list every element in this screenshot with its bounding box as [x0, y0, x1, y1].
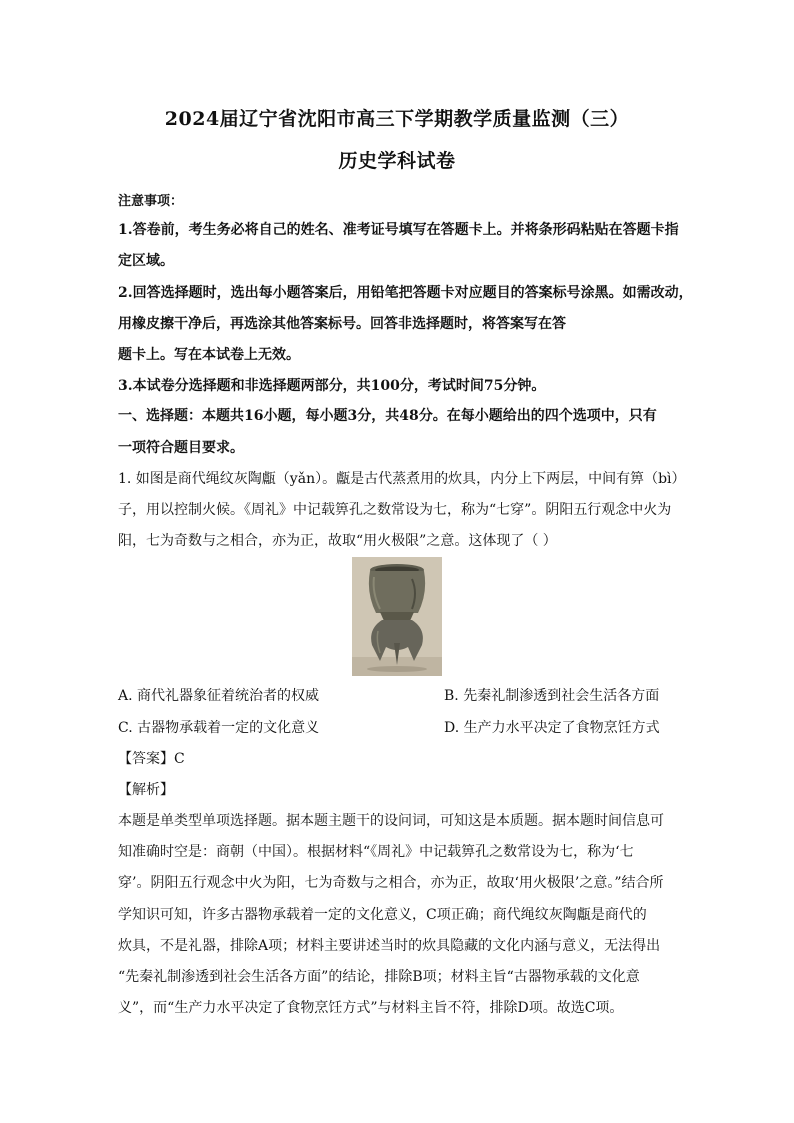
option-b: B. 先秦礼制渗透到社会生活各方面 [444, 688, 660, 704]
pottery-yan-image [352, 557, 442, 676]
analysis-heading: 【解析】 [118, 782, 174, 798]
page-title: 2024届辽宁省沈阳市高三下学期教学质量监测（三） [164, 108, 630, 130]
section-heading-cont: 一项符合题目要求。 [118, 440, 244, 456]
analysis-line: 穿’。阴阳五行观念中火为阳，七为奇数与之相合，亦为正，故取‘用火极限’之意。”结合所 [118, 875, 664, 891]
analysis-line: 义”，而“生产力水平决定了食物烹饪方式”与材料主旨不符，排除D项。故选C项。 [118, 1000, 624, 1016]
analysis-line: 学知识可知，许多古器物承载着一定的文化意义，C项正确；商代绳纹灰陶甗是商代的 [118, 907, 647, 923]
question-stem: 阳，七为奇数与之相合，亦为正，故取“用火极限”之意。这体现了（ ） [118, 533, 557, 549]
notice-line: 3.本试卷分选择题和非选择题两部分，共100分，考试时间75分钟。 [118, 378, 546, 394]
analysis-line: 本题是单类型单项选择题。据本题主题干的设问词，可知这是本质题。据本题时间信息可 [118, 813, 664, 829]
question-stem: 1. 如图是商代绳纹灰陶甗（yǎn）。甗是古代蒸煮用的炊具，内分上下两层，中间有箅（bì） [118, 471, 686, 487]
option-c: C. 古器物承载着一定的文化意义 [118, 720, 320, 736]
notice-heading: 注意事项： [118, 194, 184, 209]
notice-line: 题卡上。写在本试卷上无效。 [118, 347, 300, 363]
option-a: A. 商代礼器象征着统治者的权威 [118, 688, 320, 704]
notice-line: 1.答卷前，考生务必将自己的姓名、准考证号填写在答题卡上。并将条形码粘贴在答题卡指 [118, 222, 679, 238]
question-stem: 子，用以控制火候。《周礼》中记载箅孔之数常设为七，称为“七穿”。阴阳五行观念中火为 [118, 502, 672, 518]
analysis-line: 炊具，不是礼器，排除A项；材料主要讲述当时的炊具隐藏的文化内涵与意义，无法得出 [118, 938, 661, 954]
analysis-line: 知准确时空是：商朝（中国）。根据材料“《周礼》中记载箅孔之数常设为七，称为‘七 [118, 844, 634, 860]
analysis-line: “先秦礼制渗透到社会生活各方面”的结论，排除B项；材料主旨“古器物承载的文化意 [118, 969, 640, 985]
answer-label: 【答案】C [118, 751, 185, 767]
section-heading: 一、选择题：本题共16小题，每小题3分，共48分。在每小题给出的四个选项中，只有 [118, 408, 657, 424]
page-subtitle: 历史学科试卷 [338, 150, 456, 172]
notice-line: 2.回答选择题时，选出每小题答案后，用铅笔把答题卡对应题目的答案标号涂黑。如需改动， [118, 285, 693, 301]
notice-line: 定区域。 [118, 253, 174, 269]
option-d: D. 生产力水平决定了食物烹饪方式 [444, 720, 660, 736]
notice-line: 用橡皮擦干净后，再选涂其他答案标号。回答非选择题时，将答案写在答 [118, 316, 566, 332]
